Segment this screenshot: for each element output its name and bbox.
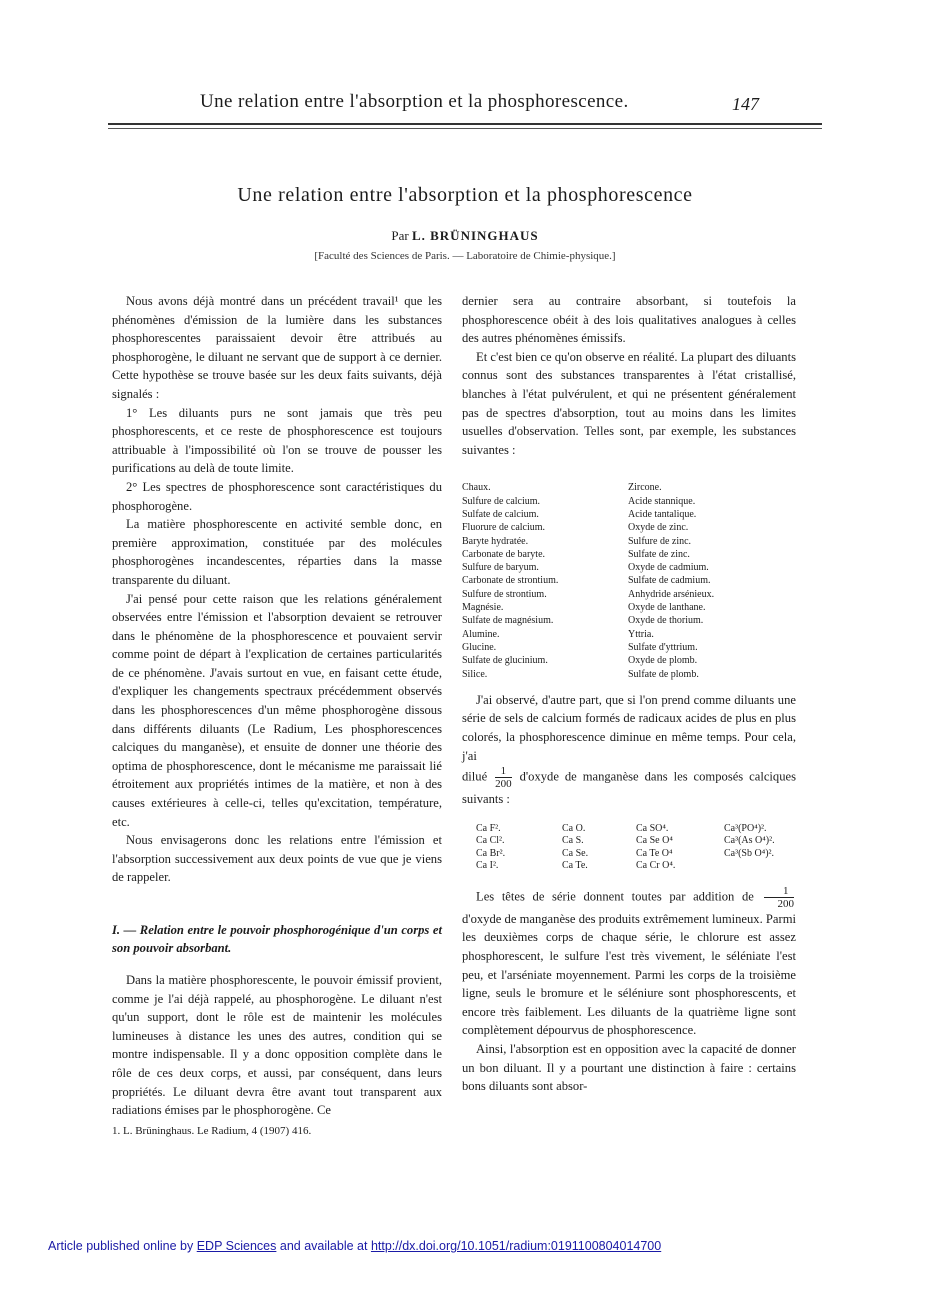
header-rule-thin xyxy=(108,128,822,129)
fraction xyxy=(495,765,512,790)
substance-item: Yttria. xyxy=(628,628,654,640)
compound-cell: Ca Br². xyxy=(476,847,506,859)
substance-item: Sulfate de zinc. xyxy=(628,548,690,560)
substance-item: Oxyde de plomb. xyxy=(628,655,698,667)
paragraph xyxy=(462,885,796,1040)
compound-cell: Ca S. xyxy=(562,835,584,847)
header-rule xyxy=(108,123,822,125)
paragraph xyxy=(462,765,796,809)
paragraph: 2° Les spectres de phosphorescence sont caractéristiques du phosphorogène. xyxy=(112,479,442,513)
compound-cell: Ca Se. xyxy=(562,847,589,859)
substances-column-2 xyxy=(628,481,796,680)
substance-item: Alumine. xyxy=(462,628,500,640)
substance-item: Carbonate de strontium. xyxy=(462,575,559,587)
substances-column-1 xyxy=(462,481,628,680)
substance-item: Silice. xyxy=(462,668,488,680)
running-header: Une relation entre l'absorption et la phosphorescence. xyxy=(200,91,629,112)
substance-item: Carbonate de baryte. xyxy=(462,548,546,560)
substance-item: Acide tantalique. xyxy=(628,508,697,520)
substance-item: Magnésie. xyxy=(462,602,504,614)
section-heading: I. — Relation entre le pouvoir phosphorogénique d'un corps et son pouvoir absorbant. xyxy=(112,923,442,955)
substance-item: Sulfate de glucinium. xyxy=(462,655,548,667)
paragraph: Dans la matière phosphorescente, le pouvoir émissif provient, comme je l'ai déjà rappelé, au phosphorogène. Le diluant n'est qu'un support, dont le rôle est de maintenir les molécules lumineuses à distance les unes des autres, condition qui se montre indispensable. Il y a donc opposition complète dans le rôle de ces deux corps, et aussi, par conséquent, dans leurs propriétés. Le diluant devra être avant tout transparent aux radiations émises par le phosphorogène. Ce xyxy=(112,973,442,1118)
fraction-numerator: 1 xyxy=(764,885,795,898)
substance-item: Sulfure de baryum. xyxy=(462,562,539,574)
substance-item: Sulfure de strontium. xyxy=(462,588,547,600)
paragraph: Nous avons déjà montré dans un précédent travail¹ que les phénomènes d'émission de la lumière dans les substances phosphorescentes paraissaient devoir être attribués au phosphorogène, le diluant ne servant que de support à ce dernier. Cette hypothèse se trouve basée sur les deux faits suivants, déjà signalés : xyxy=(112,294,442,401)
compound-cell: Ca Cr O⁴. xyxy=(636,860,676,872)
footer-prefix: Article published online by xyxy=(48,1239,194,1253)
compound-cell xyxy=(724,860,810,873)
footer-middle: and available at xyxy=(279,1239,368,1253)
author-name: L. BRÜNINGHAUS xyxy=(411,228,539,243)
substance-item: Sulfate d'yttrium. xyxy=(628,641,698,653)
compound-cell: Ca³(PO⁴)². xyxy=(724,822,767,834)
compound-cell: Ca SO⁴. xyxy=(636,822,669,834)
left-column xyxy=(112,292,442,1140)
paragraph: J'ai observé, d'autre part, que si l'on prend comme diluants une série de sels de calcium formés de radicaux acides de plus en plus colorés, la phosphorescence diminue en même temps. Pour cela, j'ai xyxy=(462,692,796,763)
paragraph: Et c'est bien ce qu'on observe en réalité. La plupart des diluants connus sont des substances transparentes à l'état cristallisé, blanches à l'état pulvérulent, et qui ne présentent généralement pas de spectres d'absorption, tout au moins dans les limites usuelles d'observation. Telles sont, par exemple, les substances suivantes : xyxy=(462,349,796,457)
compound-cell: Ca Cl². xyxy=(476,835,505,847)
byline-prefix: Par xyxy=(391,228,409,243)
right-column xyxy=(462,292,796,1096)
substances-list xyxy=(462,481,796,680)
paragraph: J'ai pensé pour cette raison que les relations généralement observées entre l'émission et l'absorption devaient se retrouver dans le phénomène de la phosphorescence et pouvaient servir comme point de départ à l'explication de certaines particularités de ce phénomène. J'avais surtout en vue, en faisant cette étude, d'expliquer les changements spectraux précédemment observés dans les phosphorescences d'un même phosphorogène dissous dans différents diluants (Le Radium, Les phosphorescences calciques du manganèse), et ensuite de donner une théorie des optima de phosphorescence, dont le mécanisme me paraissait lié étroitement aux propriétés intimes de la matière, et non à des causes extérieures à celle-ci, telles qu'excitation, température, etc. xyxy=(112,591,442,829)
substance-item: Oxyde de lanthane. xyxy=(628,602,706,614)
compound-cell: Ca Se O⁴ xyxy=(636,835,673,847)
substance-item: Sulfate de magnésium. xyxy=(462,615,554,627)
paragraph: dernier sera au contraire absorbant, si toutefois la phosphorescence obéit à des lois qualitatives analogues à celles des autres phénomènes émissifs. xyxy=(462,294,796,346)
doi-link[interactable]: http://dx.doi.org/10.1051/radium:0191100804014700 xyxy=(370,1239,662,1253)
footnote: 1. L. Brüninghaus. Le Radium, 4 (1907) 416. xyxy=(112,1124,312,1137)
publisher-link[interactable]: EDP Sciences xyxy=(196,1239,277,1253)
compound-cell: Ca O. xyxy=(562,822,586,834)
substance-item: Baryte hydratée. xyxy=(462,535,529,547)
compound-cell: Ca³(As O⁴)². xyxy=(724,835,775,847)
substance-item: Oxyde de zinc. xyxy=(628,522,689,534)
text-run: d'oxyde de manganèse des produits extrêmement lumineux. Parmi les deuxièmes corps de chaque série, le chlorure est assez phosphorescent, le sulfure l'est très vivement, le séléniate l'est peu, et l'arséniate moyennement. Parmi les corps de la troisième ligne, seuls le bromure et le séléniure sont phosphorescents, et encore très faiblement. Les diluants de la quatrième ligne sont complètement dépourvus de phosphorescence. xyxy=(462,911,796,1038)
fraction xyxy=(764,885,795,910)
substance-item: Chaux. xyxy=(462,482,491,494)
substance-item: Sulfure de calcium. xyxy=(462,495,541,507)
compound-cell: Ca Te. xyxy=(562,860,588,872)
text-run: d'oxyde de manganèse dans les composés calciques suivants : xyxy=(462,769,796,807)
fraction-denominator: 200 xyxy=(777,897,794,910)
substance-item: Sulfate de calcium. xyxy=(462,508,539,520)
text-run: dilué xyxy=(462,769,488,784)
page-number: 147 xyxy=(732,94,759,114)
substance-item: Sulfate de plomb. xyxy=(628,668,699,680)
article-title: Une relation entre l'absorption et la phosphorescence xyxy=(237,184,693,206)
substance-item: Glucine. xyxy=(462,641,497,653)
text-run: Les têtes de série donnent toutes par addition de xyxy=(476,889,754,904)
substance-item: Sulfate de cadmium. xyxy=(628,575,711,587)
footer-citation xyxy=(48,1239,661,1253)
paragraph: La matière phosphorescente en activité semble donc, en première approximation, constituée par des molécules phosphorogènes incandescentes, réparties dans la masse transparente du diluant. xyxy=(112,517,442,587)
affiliation: [Faculté des Sciences de Paris. — Laboratoire de Chimie-physique.] xyxy=(314,250,616,262)
substance-item: Oxyde de thorium. xyxy=(628,615,704,627)
compounds-table xyxy=(476,823,796,873)
substance-item: Zircone. xyxy=(628,482,662,494)
fraction-denominator: 200 xyxy=(495,778,512,791)
compound-cell: Ca I². xyxy=(476,860,499,872)
compound-cell: Ca F². xyxy=(476,822,501,834)
compound-cell: Ca³(Sb O⁴)². xyxy=(724,847,775,859)
byline xyxy=(0,228,930,244)
substance-item: Sulfure de zinc. xyxy=(628,535,692,547)
substance-item: Fluorure de calcium. xyxy=(462,522,546,534)
compound-cell: Ca Te O⁴ xyxy=(636,847,673,859)
paragraph: Nous envisagerons donc les relations entre l'émission et l'absorption successivement aux deux points de vue que je viens de rappeler. xyxy=(112,833,442,885)
substance-item: Anhydride arsénieux. xyxy=(628,588,715,600)
substance-item: Oxyde de cadmium. xyxy=(628,562,709,574)
paragraph: 1° Les diluants purs ne sont jamais que très peu phosphorescents, et ce reste de phosphorescence est toujours attribuable à l'impossibilité où l'on se trouve de pousser les purifications au delà de toute limite. xyxy=(112,405,442,476)
substance-item: Acide stannique. xyxy=(628,495,696,507)
fraction-numerator: 1 xyxy=(495,765,512,778)
paragraph: Ainsi, l'absorption est en opposition avec la capacité de donner un bon diluant. Il y a pourtant une distinction à faire : certains bons diluants sont absor- xyxy=(462,1041,796,1094)
